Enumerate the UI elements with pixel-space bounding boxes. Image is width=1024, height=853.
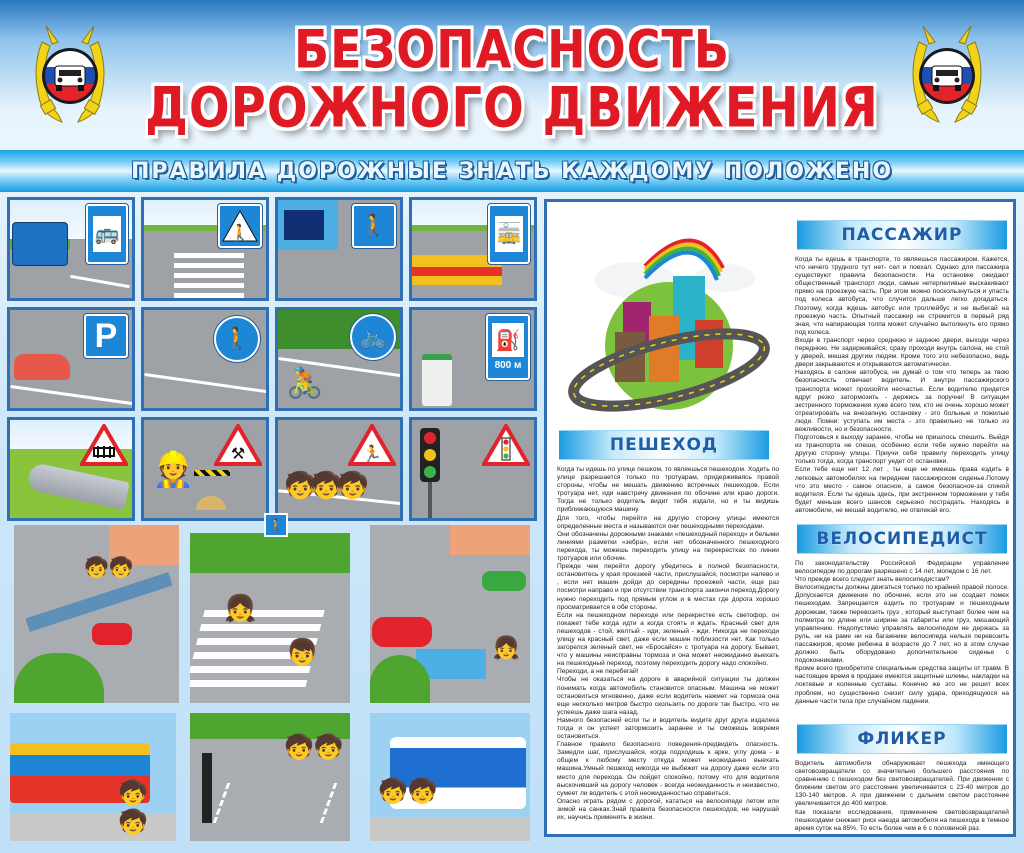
svg-text:🏃: 🏃	[362, 446, 382, 463]
traffic-light-sign-icon	[482, 424, 530, 466]
tile-parking	[7, 307, 135, 411]
cyclist-illustration: 🚴	[286, 367, 324, 400]
road-worker-illustration: 👷	[152, 451, 195, 489]
pedestrian-crossing-sign-icon	[218, 204, 262, 248]
svg-text:🚶: 🚶	[230, 225, 250, 242]
underpass-scene: 👧	[370, 525, 530, 703]
pedestrian-text: Когда ты идешь по улице пешком, то являешься пешеходом. Ходить по улице разрешается только по тротуарам, придерживаясь правой стороны, чтобы не мешать движению встречных пешеходов. Если тротуара нет, иди навстречу движения по обочине или краю дороги. Тогда не только водитель видит тебя издали, но и ты видишь приближающуюся машину. Для того, чтобы перейти на другую сторону улицы имеются определенные места и называются они пешеходными переходами. Они обозначены дорожными знаками «пешеходный переход» и белыми линиями разметки «зебра», если нет обозначенного пешеходного перехода, ты можешь переходить улицу на перекрестках по линии тротуаров или обочин. Прежде чем перейти дорогу убедитесь в полной безопасности, остановитесь у края проезжей части, прислушайся, посмотри налево и , если нет машин дойди до середины проезжей части, еще раз посмотри направо и при отсутствии транспорта закончи переход.Дорогу нужно переходить под прямым углом и в местах где дорога хорошо просматривается в обе стороны. Если на пешеходном переходе или перекрестке есть светофор, он покажет тебе когда идти а когда стоять и ждать. Красный свет для пешеходов - стой, желтый - иди, зеленый - жди. Никогда не переходи улицу на красный свет, даже если машин поблизости нет. Как только загорелся зеленый свет, не «Бросайся» с тротуара на дорогу. Бывает, что у машины неисправны тормоза и она может неожиданно выехать на пешеходный переход, поэтому переходить дорогу надо спокойно. Переходи, а не перебегай! Чтобы не оказаться на дороге в аварийной ситуации ты должен понимать когда автомобиль становится опасным. Машина не может остановиться мгновенно, даже если водитель нажмет на тормоза она еще несколько метров быстро скользить по дороге так быстро, что не успеешь даже шага назад. Намного безопасней если ты и водитель видите друг друга издалека тогда и он успеет затормозить заранее и ты сможешь вовремя остановиться. Главное правило безопасного поведения-предвидеть опасность. Замедли шаг, прислушайся, когда подходишь к арке, углу дома - в общем к любому месту откуда может неожиданно выехать машина.Умный пешеход никогда не выбежит на дорогу даже если это место для перехода. Он пойдет спокойно, потому что для водителя выскочивший на дорогу человек - всегда неожиданность и неизвестно, сумеет ли водитель с этой неожиданностью справиться. Опасно играть рядом с дорогой, кататься на велосипеде летом или зимой на санках.Знай правила безопасности пешеходов, не нарушай их, научись применять в жизни.	[557, 466, 779, 822]
parking-sign-icon: P	[84, 314, 128, 358]
tile-traffic-light	[409, 417, 537, 521]
pedestrian-crossing-sign-icon: 🚶	[264, 513, 288, 537]
zebra-crossing-scene: 🚶 👧 👦	[190, 513, 350, 703]
passenger-heading: ПАССАЖИР	[797, 220, 1007, 250]
underground-crossing-sign-icon: 🚶	[352, 204, 396, 248]
illustration-scenes	[14, 518, 529, 845]
tile-fuel-station	[409, 307, 537, 411]
trolleybus-scene: 🧒🧒	[370, 713, 530, 841]
poster-header	[0, 0, 1024, 150]
fuel-distance-label: 800 м	[494, 360, 522, 372]
pedestrian-path-sign-icon: 🚶	[214, 316, 260, 362]
tile-railway-crossing	[7, 417, 135, 521]
slogan-text: ПРАВИЛА ДОРОЖНЫЕ ЗНАТЬ КАЖДОМУ ПОЛОЖЕНО	[130, 158, 894, 184]
flicker-heading: ФЛИКЕР	[797, 724, 1007, 754]
overpass-scene: 🧒🧒	[14, 525, 179, 703]
bus-stop-sign-icon: 🚌	[86, 204, 128, 264]
children-illustration: 🧒🧒🧒	[284, 470, 364, 500]
tile-tram-stop	[409, 197, 537, 301]
road-works-sign-icon	[214, 424, 262, 466]
tram-scene: 🧒🧒	[10, 713, 176, 841]
tile-bus-stop	[7, 197, 135, 301]
pedestrian-heading: ПЕШЕХОД	[559, 430, 769, 460]
bus-illustration	[12, 222, 68, 266]
traffic-light-scene: 🧒🧒	[190, 713, 350, 841]
flicker-text: Водитель автомобиля обнаруживает пешехода имеющего световозвращатели со значительно большего расстояния по сравнению с пешеходом без световозвращателей. При движении с ближним светом это расстояние увеличивается с 23-40 метров до 130-140 метров. А при движении с дальним светом расстояние увеличивается до 400 метров. Как показали исследования, применение световозвращателей пешеходами снижает риск наезда автомобиля на пешехода в темное время суток на 85%. То есть более чем в 6 с половиной раз.	[795, 760, 1009, 832]
tram-stop-sign-icon: 🚋	[488, 204, 530, 264]
tile-underground-crossing	[275, 197, 403, 301]
traffic-light-illustration	[420, 428, 440, 482]
svg-text:⚒: ⚒	[230, 446, 246, 463]
traffic-police-emblem-icon	[905, 22, 989, 128]
tile-bicycle-path	[275, 307, 403, 411]
city-globe-icon	[565, 220, 771, 420]
tile-pedestrian-crossing	[141, 197, 269, 301]
cyclist-text: По законодательству Российской Федерации управление велосипедом по дорогам разрешено с 14 лет, мопедом с 16 лет. Что прежде всего следует знать велосипедистам? Велосипедисты должны двигаться только по крайней правой полосе. Допускается движение по обочине, если это не создает помех пешеходам. Запрещается ездить по тротуарам и пешеходным дорожкам, также перевозить груз , который выступает более чем на полметра по длине или ширине за габариты или груз, мешающий управлению. Недопустимо управлять велосипедом не держась за руль, ни на раме ни на багажнике велосипеда нельзя перевозить пассажиров, кроме ребенка в возрасте до 7 лет, но в этом случае должно быть оборудовано дополнительное сиденье с подоконниками. Кроме всего приобретите специальные средства защиты от травм. В настоящее время в продаже имеются защитные шлемы, накладки на локтевые и коленные суставы. Конечно же это не решит всех проблем, но существенно снизит силу удара, приходящуюся на данные части тела при случайном падении.	[795, 560, 1009, 705]
children-sign-icon	[348, 424, 396, 466]
fuel-station-sign-icon: ⛽ 800 м	[486, 314, 530, 380]
rules-panel	[544, 199, 1016, 837]
tile-road-works	[141, 417, 269, 521]
poster-title-line-2: ДОРОЖНОГО ДВИЖЕНИЯ	[145, 75, 879, 141]
passenger-text: Когда ты едешь в транспорте, то являешься пассажиром. Кажется, что ничего трудного тут нет- сел и поехал. Однако для пассажира существуют правила безопасности. На остановке ожидают общественный транспорт люди, самые нетерпеливые выскакивают прямо на проезжую часть. При этом можно поскользнуться и упасть под колеса автобуса, что случится дальше легко догадаться. Поэтому, когда ждешь автобус или троллейбус и не выбегай на проезжую часть. Опытный пассажир не стремится в первый ряд зная, что напирающая толпа может случайно вытолкнуть его прямо под колеса. Входи в транспорт через среднюю и заднюю двери, выходи через переднюю. Не задерживайся, сразу проходи внутрь салона, не стой у дверей, мешая другим людям. Кроме того это небезопасно, ведь двери закрываются и открываются автоматически. Находясь в салоне автобуса, не думай о том что теперь за твою безопасность отвечает водитель. И внутри пассажирского транспорта может произойти несчастье. Если водителю придется вдруг резко затормозить - держись за поручни! В ситуации экстренного торможения хуже всего тем, кто не очень хорошо может отреагировать на внезапную остановку - это больные и пожилые люди. Помни: уступать им места - это правильно не только из вежливости, но и безопасности. Подготовься к выходу заранее, чтобы не пришлось спешить. Выйдя из транспорта не спеши, особенно если тебе нужно перейти на другую сторону улицы. Приучи себя правилу переходить улицу только тогда, когда транспорт уедет от остановки. Если тебе еще нет 12 лет , ты еще не имеешь права ездить в легковых автомобилях на переднем пассажирском сиденье.Потому что это место - самое опасное, а самое безопасное-за спиной водителя. Если ты едешь здесь, при экстренном торможении у тебя будет меньше всего шансов серьезно пострадать. Находясь в автомобиле, не мешай водителю, не отвлекай его.	[795, 256, 1009, 514]
poster-title-line-1: БЕЗОПАСНОСТЬ	[294, 17, 730, 81]
car-illustration	[14, 354, 70, 380]
bicycle-path-sign-icon: 🚲	[350, 314, 396, 360]
tile-children	[275, 417, 403, 521]
fuel-pump-illustration	[422, 354, 452, 406]
cyclist-heading: ВЕЛОСИПЕДИСТ	[797, 524, 1007, 554]
railway-crossing-sign-icon	[80, 424, 128, 466]
tile-pedestrian-path	[141, 307, 269, 411]
slogan-banner	[0, 150, 1024, 192]
road-signs-grid	[7, 197, 539, 520]
